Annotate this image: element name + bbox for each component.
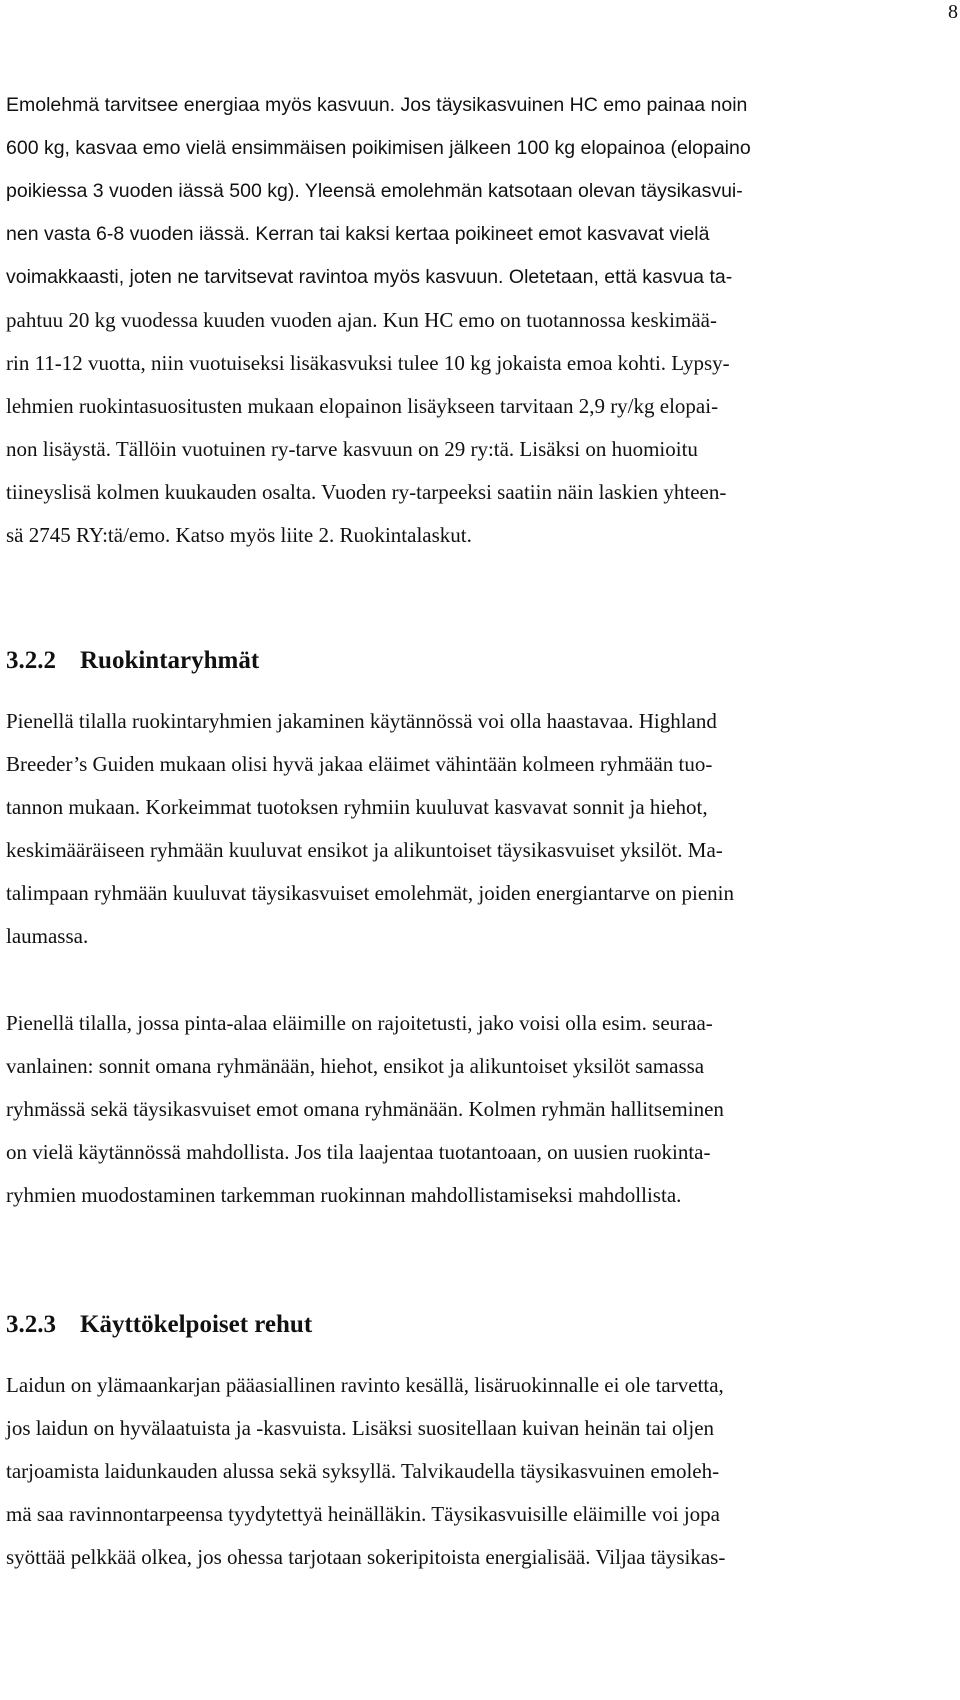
text-line: sä 2745 RY:tä/emo. Katso myös liite 2. Ruokintalaskut.: [6, 523, 472, 547]
text-line: tiineyslisä kolmen kuukauden osalta. Vuoden ry-tarpeeksi saatiin näin laskien yhteen-: [6, 480, 727, 504]
text-line: mä saa ravinnontarpeensa tyydytettyä heinälläkin. Täysikasvuisille eläimille voi jopa: [6, 1502, 720, 1526]
text-line: lehmien ruokintasuositusten mukaan elopainon lisäykseen tarvitaan 2,9 ry/kg elopai-: [6, 394, 719, 418]
text-line: jos laidun on hyvälaatuista ja -kasvuista. Lisäksi suositellaan kuivan heinän tai oljen: [6, 1416, 715, 1440]
text-line: tannon mukaan. Korkeimmat tuotoksen ryhmiin kuuluvat kasvavat sonnit ja hiehot,: [6, 795, 708, 819]
paragraph-usable-feeds: [6, 1364, 958, 1579]
text-line: keskimääräiseen ryhmään kuuluvat ensikot ja alikuntoiset täysikasvuiset yksilöt. Ma-: [6, 838, 723, 862]
text-line: 600 kg, kasvaa emo vielä ensimmäisen poikimisen jälkeen 100 kg elopainoa (elopaino: [6, 137, 751, 159]
text-line: vanlainen: sonnit omana ryhmänään, hiehot, ensikot ja alikuntoiset yksilöt samassa: [6, 1054, 705, 1078]
text-line: syöttää pelkkää olkea, jos ohessa tarjotaan sokeripitoista energialisää. Viljaa täysikas-: [6, 1545, 726, 1569]
paragraph-feeding-groups: [6, 700, 958, 958]
text-line: Breeder’s Guiden mukaan olisi hyvä jakaa eläimet vähintään kolmeen ryhmään tuo-: [6, 752, 713, 776]
text-line: Laidun on ylämaankarjan pääasiallinen ravinto kesällä, lisäruokinnalle ei ole tarvetta,: [6, 1373, 724, 1397]
paragraph-small-farm-grouping: [6, 1002, 958, 1217]
text-line: poikiessa 3 vuoden iässä 500 kg). Yleensä emolehmän katsotaan olevan täysikasvui-: [6, 180, 743, 202]
text-line: voimakkaasti, joten ne tarvitsevat ravintoa myös kasvuun. Oletetaan, että kasvua ta-: [6, 266, 733, 288]
section-number: 3.2.3: [6, 1311, 56, 1338]
text-line: tarjoamista laidunkauden alussa sekä syksyllä. Talvikaudella täysikasvuinen emoleh-: [6, 1459, 720, 1483]
text-line: Pienellä tilalla ruokintaryhmien jakaminen käytännössä voi olla haastavaa. Highland: [6, 709, 717, 733]
page-number: 8: [948, 1, 958, 23]
text-line: Emolehmä tarvitsee energiaa myös kasvuun. Jos täysikasvuinen HC emo painaa noin: [6, 94, 748, 116]
text-line: Pienellä tilalla, jossa pinta-alaa eläimille on rajoitetusti, jako voisi olla esim. seuraa-: [6, 1011, 713, 1035]
section-title: Ruokintaryhmät: [80, 647, 260, 674]
text-line: rin 11-12 vuotta, niin vuotuiseksi lisäkasvuksi tulee 10 kg jokaista emoa kohti. Lypsy-: [6, 351, 730, 375]
text-line: non lisäystä. Tällöin vuotuinen ry-tarve kasvuun on 29 ry:tä. Lisäksi on huomioitu: [6, 437, 698, 461]
text-line: nen vasta 6-8 vuoden iässä. Kerran tai kaksi kertaa poikineet emot kasvavat vielä: [6, 223, 710, 245]
paragraph-energy-growth: [6, 84, 958, 557]
text-line: ryhmässä sekä täysikasvuiset emot omana ryhmänään. Kolmen ryhmän hallitseminen: [6, 1097, 724, 1121]
document-body: [6, 84, 958, 1579]
text-line: laumassa.: [6, 924, 89, 948]
text-line: talimpaan ryhmään kuuluvat täysikasvuiset emolehmät, joiden energiantarve on pienin: [6, 881, 734, 905]
text-line: pahtuu 20 kg vuodessa kuuden vuoden ajan. Kun HC emo on tuotannossa keskimää-: [6, 308, 717, 332]
text-line: on vielä käytännössä mahdollista. Jos tila laajentaa tuotantoaan, on uusien ruokinta-: [6, 1140, 711, 1164]
section-heading-usable-feeds: [6, 1303, 958, 1346]
text-line: ryhmien muodostaminen tarkemman ruokinnan mahdollistamiseksi mahdollista.: [6, 1183, 682, 1207]
section-title: Käyttökelpoiset rehut: [80, 1311, 313, 1338]
section-heading-feeding-groups: [6, 639, 958, 682]
section-number: 3.2.2: [6, 647, 56, 674]
